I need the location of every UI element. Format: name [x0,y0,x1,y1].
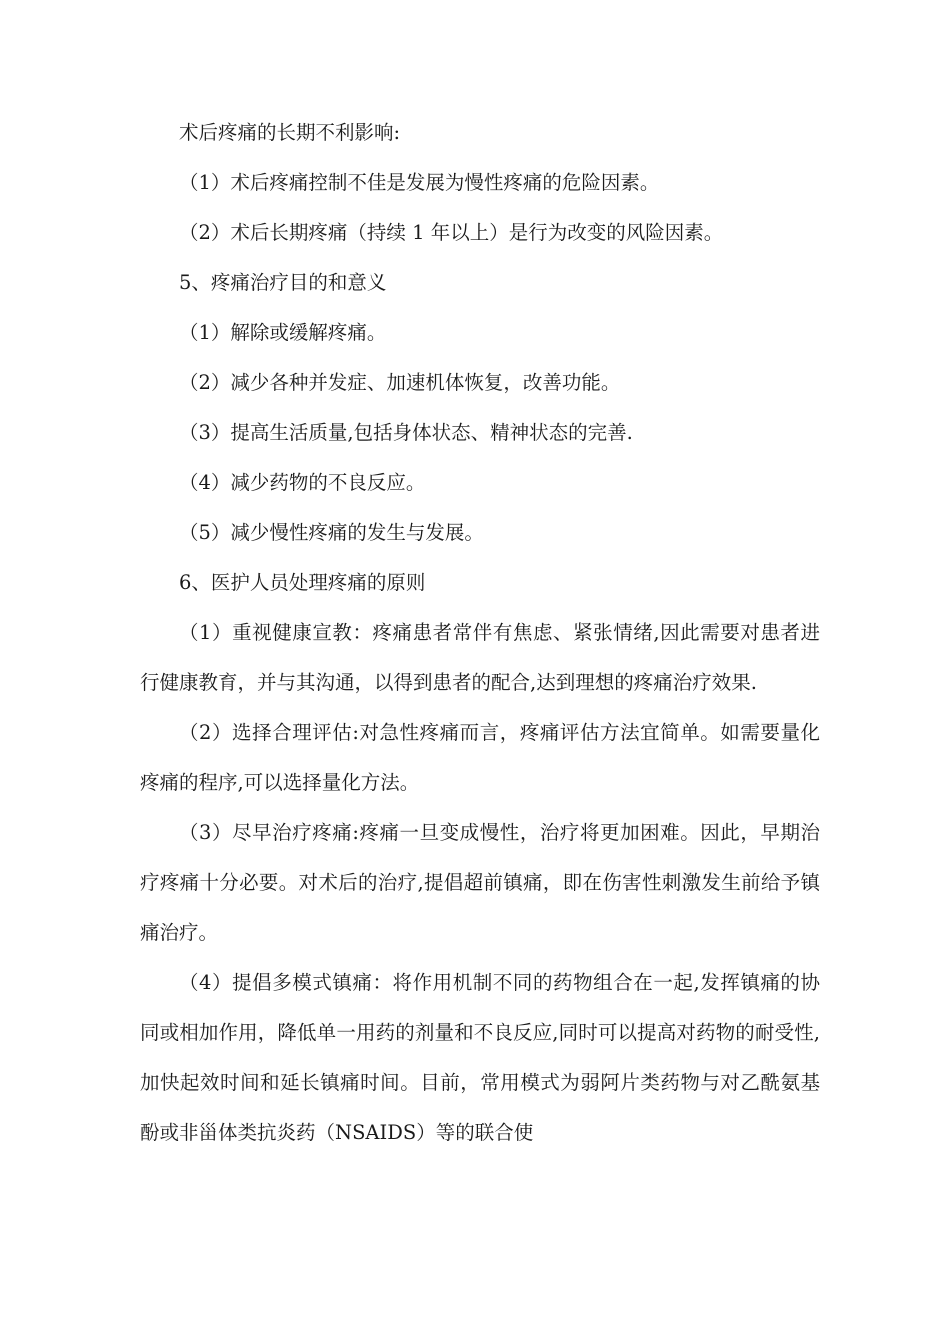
paragraph-effect-1: （1）术后疼痛控制不佳是发展为慢性疼痛的危险因素。 [179,171,660,194]
paragraph-goal-1: （1）解除或缓解疼痛。 [179,321,387,344]
paragraph-goal-2: （2）减少各种并发症、加速机体恢复，改善功能。 [179,371,621,394]
paragraph-principle-3: （3）尽早治疗疼痛:疼痛一旦变成慢性，治疗将更加困难。因此，早期治疗疼痛十分必要。对术后的治疗,提倡超前镇痛，即在伤害性刺激发生前给予镇痛治疗。 [140,821,820,944]
paragraph-long-term-effects-heading: 术后疼痛的长期不利影响: [179,121,401,144]
section-heading-5: 5、疼痛治疗目的和意义 [179,271,387,294]
paragraph-principle-2: （2）选择合理评估:对急性疼痛而言，疼痛评估方法宜简单。如需要量化疼痛的程序,可以选择量化方法。 [140,721,820,794]
paragraph-principle-1: （1）重视健康宣教：疼痛患者常伴有焦虑、紧张情绪,因此需要对患者进行健康教育，并与其沟通，以得到患者的配合,达到理想的疼痛治疗效果. [140,621,820,694]
paragraph-goal-4: （4）减少药物的不良反应。 [179,471,426,494]
section-heading-6: 6、医护人员处理疼痛的原则 [179,571,426,594]
paragraph-goal-5: （5）减少慢性疼痛的发生与发展。 [179,521,484,544]
paragraph-goal-3: （3）提高生活质量,包括身体状态、精神状态的完善. [179,421,633,444]
paragraph-principle-4: （4）提倡多模式镇痛：将作用机制不同的药物组合在一起,发挥镇痛的协同或相加作用，降低单一用药的剂量和不良反应,同时可以提高对药物的耐受性,加快起效时间和延长镇痛时间。目前，常用模式为弱阿片类药物与对乙酰氨基酚或非甾体类抗炎药（NSAIDS）等的联合使 [140,971,820,1144]
paragraph-effect-2: （2）术后长期疼痛（持续 1 年以上）是行为改变的风险因素。 [179,221,724,244]
document-body [140,108,820,1158]
